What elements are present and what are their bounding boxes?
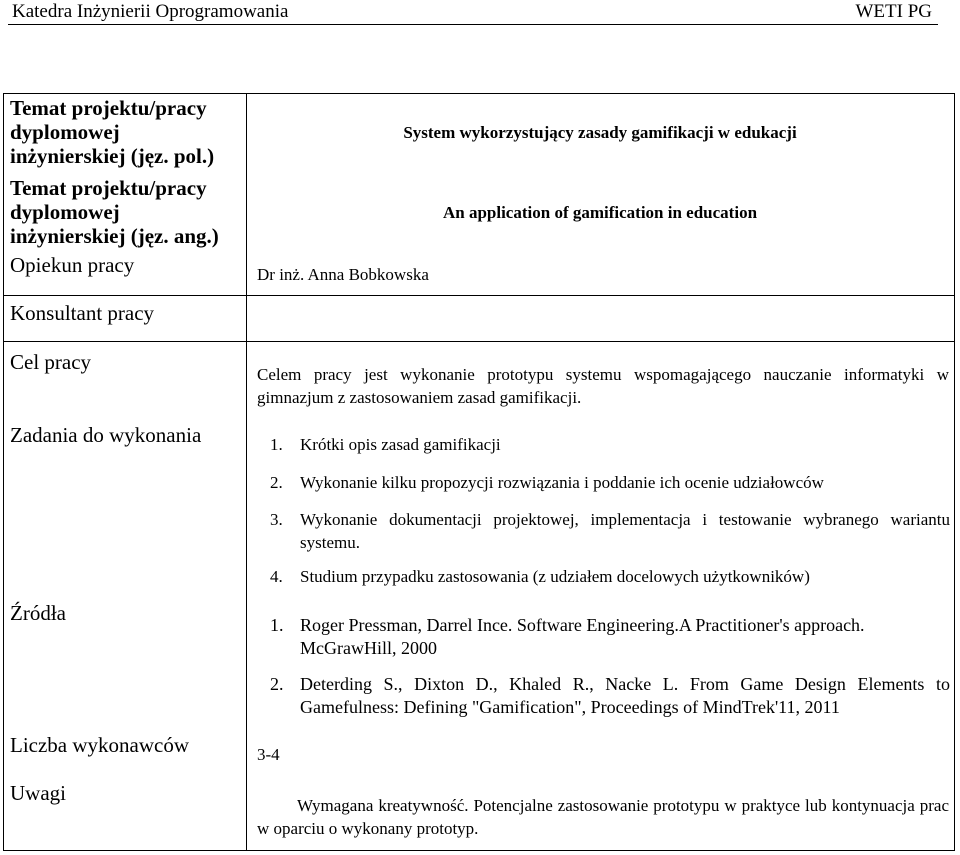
label-goal: Cel pracy (10, 350, 92, 374)
task-number: 2. (270, 473, 283, 492)
source-number: 2. (270, 674, 284, 694)
task-text: Studium przypadku zastosowania (z udziałem docelowych użytkowników) (300, 567, 810, 586)
task-text: Wykonanie kilku propozycji rozwiązania i poddanie ich ocenie udziałowców (300, 473, 824, 492)
task-text: Krótki opis zasad gamifikacji (300, 435, 501, 454)
label-sources: Źródła (10, 601, 66, 625)
page-header (8, 0, 938, 25)
task-number: 3. (270, 510, 283, 529)
faculty-name: WETI PG (855, 1, 932, 22)
source-text: Deterding S., Dixton D., Khaled R., Nacke L. From Game Design Elements to Gamefulness: Defining "Gamification", Proceedings of MindTrek'11, 2011 (300, 674, 950, 717)
task-text: Wykonanie dokumentacji projektowej, implementacja i testowanie wybranego wariantu systemu. (300, 510, 950, 552)
value-title-en: An application of gamification in education (442, 203, 758, 222)
label-consultant: Konsultant pracy (10, 301, 155, 325)
label-title-en: Temat projektu/pracy dyplomowej inżynierskiej (jęz. ang.) (10, 176, 219, 248)
value-goal: Celem pracy jest wykonanie prototypu systemu wspomagającego nauczanie informatyki w gimnazjum z zastosowaniem zasad gamifikacji. (257, 365, 949, 407)
label-notes: Uwagi (10, 781, 66, 805)
label-tasks: Zadania do wykonania (10, 423, 202, 447)
value-supervisor: Dr inż. Anna Bobkowska (257, 265, 429, 284)
label-team-size: Liczba wykonawców (10, 733, 190, 757)
source-text: Roger Pressman, Darrel Ince. Software Engineering.A Practitioner's approach. McGrawHill, 2000 (300, 615, 865, 658)
label-supervisor: Opiekun pracy (10, 253, 135, 277)
label-title-pl: Temat projektu/pracy dyplomowej inżynierskiej (jęz. pol.) (10, 96, 215, 168)
row-divider (3, 341, 955, 342)
task-number: 4. (270, 567, 283, 586)
source-number: 1. (270, 615, 284, 635)
value-team-size: 3-4 (257, 745, 280, 764)
value-notes: Wymagana kreatywność. Potencjalne zastosowanie prototypu w praktyce lub kontynuacja prac w oparciu o wykonany prototyp. (257, 796, 949, 838)
department-name: Katedra Inżynierii Oprogramowania (12, 1, 289, 22)
value-title-pl: System wykorzystujący zasady gamifikacji w edukacji (403, 123, 797, 142)
task-number: 1. (270, 435, 283, 454)
row-divider (3, 295, 955, 296)
